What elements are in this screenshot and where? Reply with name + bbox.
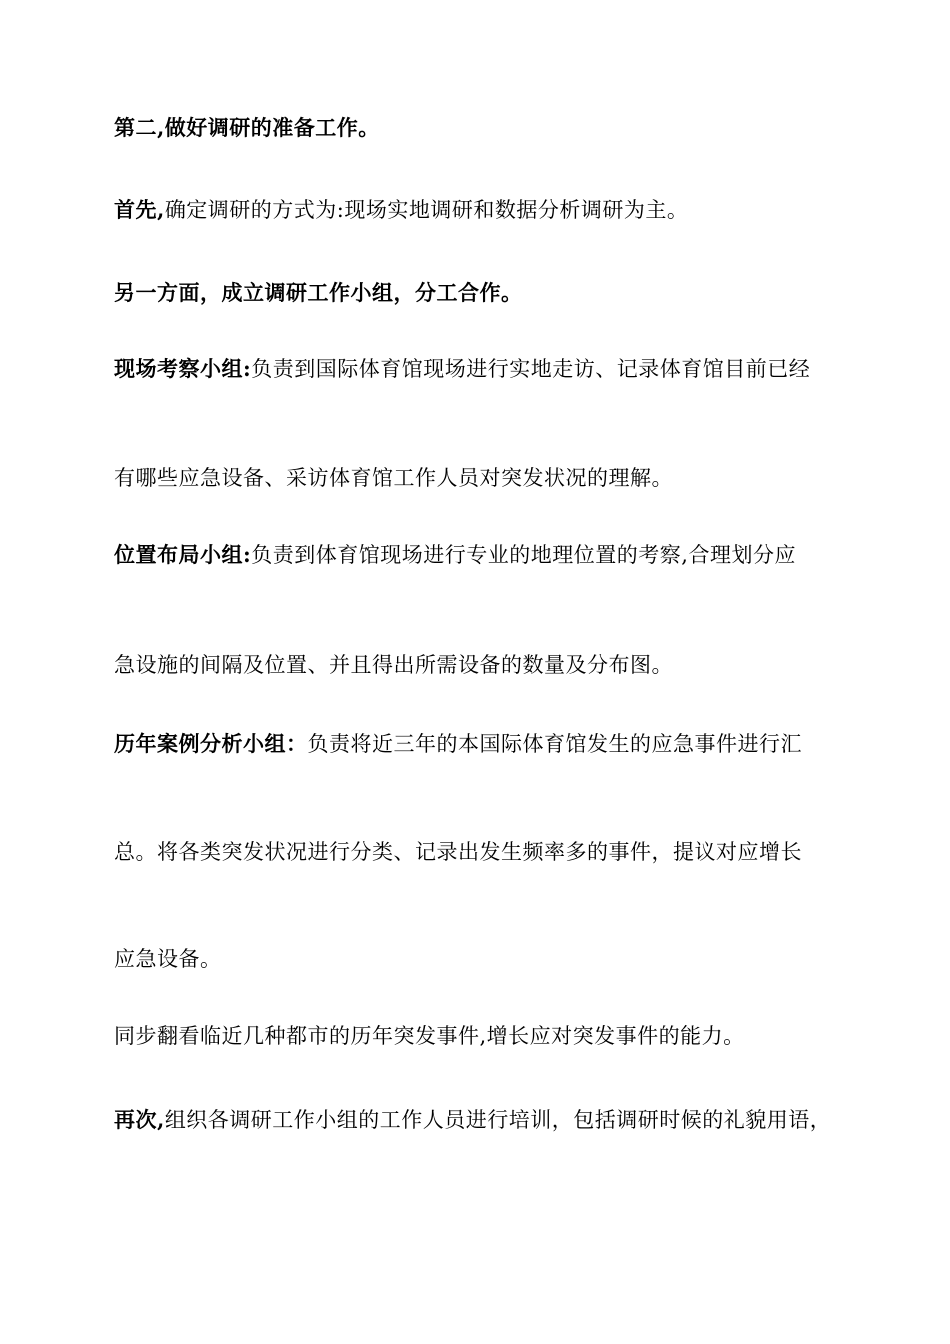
paragraph-text: 负责将近三年的本国际体育馆发生的应急事件进行汇 bbox=[307, 732, 802, 756]
paragraph-text: 负责到国际体育馆现场进行实地走访、记录体育馆目前已经 bbox=[251, 357, 811, 381]
paragraph-training bbox=[114, 1105, 854, 1135]
paragraph-layout-group bbox=[114, 540, 854, 570]
paragraph-lead: 现场考察小组: bbox=[114, 356, 252, 381]
paragraph-neighbor-cities: 同步翻看临近几种都市的历年突发事件,增长应对突发事件的能力。 bbox=[114, 1024, 745, 1048]
paragraph-case-analysis-group bbox=[114, 729, 854, 759]
paragraph-site-survey-group bbox=[114, 354, 854, 384]
paragraph-lead: 位置布局小组: bbox=[114, 542, 252, 567]
paragraph-groups: 另一方面，成立调研工作小组，分工合作。 bbox=[114, 280, 523, 305]
paragraph-method bbox=[114, 195, 854, 225]
paragraph-text: 负责到体育馆现场进行专业的地理位置的考察,合理划分应 bbox=[251, 543, 796, 567]
paragraph-lead: 历年案例分析小组： bbox=[114, 731, 308, 756]
paragraph-continuation: 应急设备。 bbox=[114, 947, 222, 971]
paragraph-continuation: 总。将各类突发状况进行分类、记录出发生频率多的事件，提议对应增长 bbox=[114, 840, 802, 864]
paragraph-text: 组织各调研工作小组的工作人员进行培训，包括调研时候的礼貌用语， bbox=[164, 1108, 832, 1132]
paragraph-continuation: 急设施的间隔及位置、并且得出所需设备的数量及分布图。 bbox=[114, 653, 673, 677]
paragraph-continuation: 有哪些应急设备、采访体育馆工作人员对突发状况的理解。 bbox=[114, 466, 673, 490]
paragraph-text: 确定调研的方式为:现场实地调研和数据分析调研为主。 bbox=[164, 198, 689, 222]
paragraph-lead: 再次, bbox=[114, 1107, 165, 1132]
section-heading: 第二,做好调研的准备工作。 bbox=[114, 115, 380, 140]
paragraph-lead: 首先, bbox=[114, 197, 165, 222]
